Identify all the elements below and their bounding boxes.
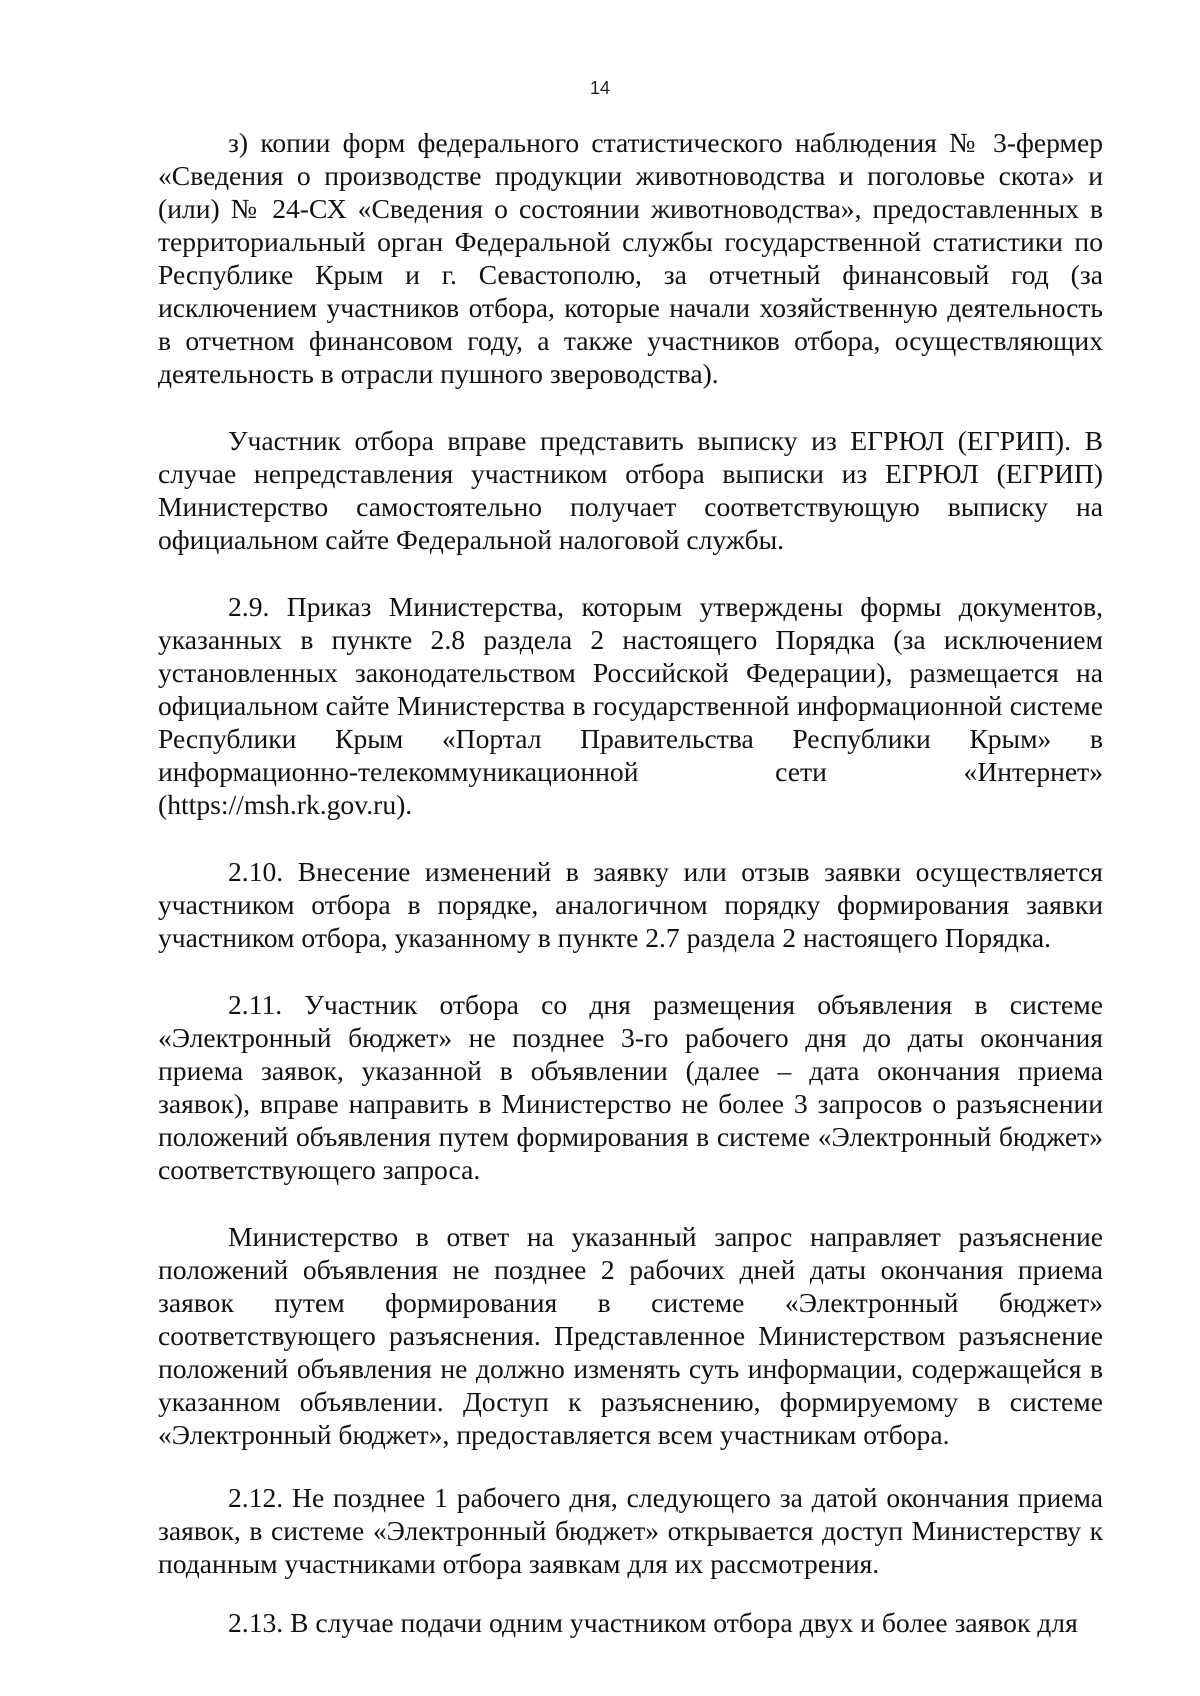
paragraph-2-10: 2.10. Внесение изменений в заявку или отзыв заявки осуществляется участником отбора в порядке, аналогичном порядку формирования заявки участником отбора, указанному в пункте 2.7 раздела 2 настоящего Порядка.	[158, 856, 1103, 953]
paragraph-egrul-extract: Участник отбора вправе представить выписку из ЕГРЮЛ (ЕГРИП). В случае непредставления участником отбора выписки из ЕГРЮЛ (ЕГРИП) Министерство самостоятельно получает соответствующую выписку на официальном сайте Федеральной налоговой службы.	[158, 425, 1103, 555]
paragraph-2-11: 2.11. Участник отбора со дня размещения объявления в системе «Электронный бюджет» не позднее 3-го рабочего дня до даты окончания приема заявок, указанной в объявлении (далее – дата окончания приема заявок), вправе направить в Министерство не более 3 запросов о разъяснении положений объявления путем формирования в системе «Электронный бюджет» соответствующего запроса.	[158, 989, 1103, 1185]
paragraph-ministry-response: Министерство в ответ на указанный запрос направляет разъяснение положений объявления не позднее 2 рабочих дней даты окончания приема заявок путем формирования в системе «Электронный бюджет» соответствующего разъяснения. Представленное Министерством разъяснение положений объявления не должно изменять суть информации, содержащейся в указанном объявлении. Доступ к разъяснению, формируемому в системе «Электронный бюджет», предоставляется всем участникам отбора.	[158, 1221, 1103, 1450]
paragraph-2-9: 2.9. Приказ Министерства, которым утверждены формы документов, указанных в пункте 2.8 раздела 2 настоящего Порядка (за исключением установленных законодательством Российской Федерации), размещается на официальном сайте Министерства в государственной информационной системе Республики Крым «Портал Правительства Республики Крым» в информационно-телекоммуникационной сети «Интернет» (https://msh.rk.gov.ru).	[158, 591, 1103, 820]
page-number: 14	[589, 78, 611, 98]
document-body	[158, 126, 1103, 1639]
paragraph-z-copies-of-forms: з) копии форм федерального статистического наблюдения № 3-фермер «Сведения о производстве продукции животноводства и поголовье скота» и (или) № 24-СХ «Сведения о состоянии животноводства», предоставленных в территориальный орган Федеральной службы государственной статистики по Республике Крым и г. Севастополю, за отчетный финансовый год (за исключением участников отбора, которые начали хозяйственную деятельность в отчетном финансовом году, а также участников отбора, осуществляющих деятельность в отрасли пушного звероводства).	[158, 127, 1103, 389]
paragraph-2-13: 2.13. В случае подачи одним участником отбора двух и более заявок для	[228, 1607, 1078, 1638]
paragraph-2-12: 2.12. Не позднее 1 рабочего дня, следующего за датой окончания приема заявок, в системе «Электронный бюджет» открывается доступ Министерству к поданным участниками отбора заявкам для их рассмотрения.	[158, 1482, 1103, 1579]
